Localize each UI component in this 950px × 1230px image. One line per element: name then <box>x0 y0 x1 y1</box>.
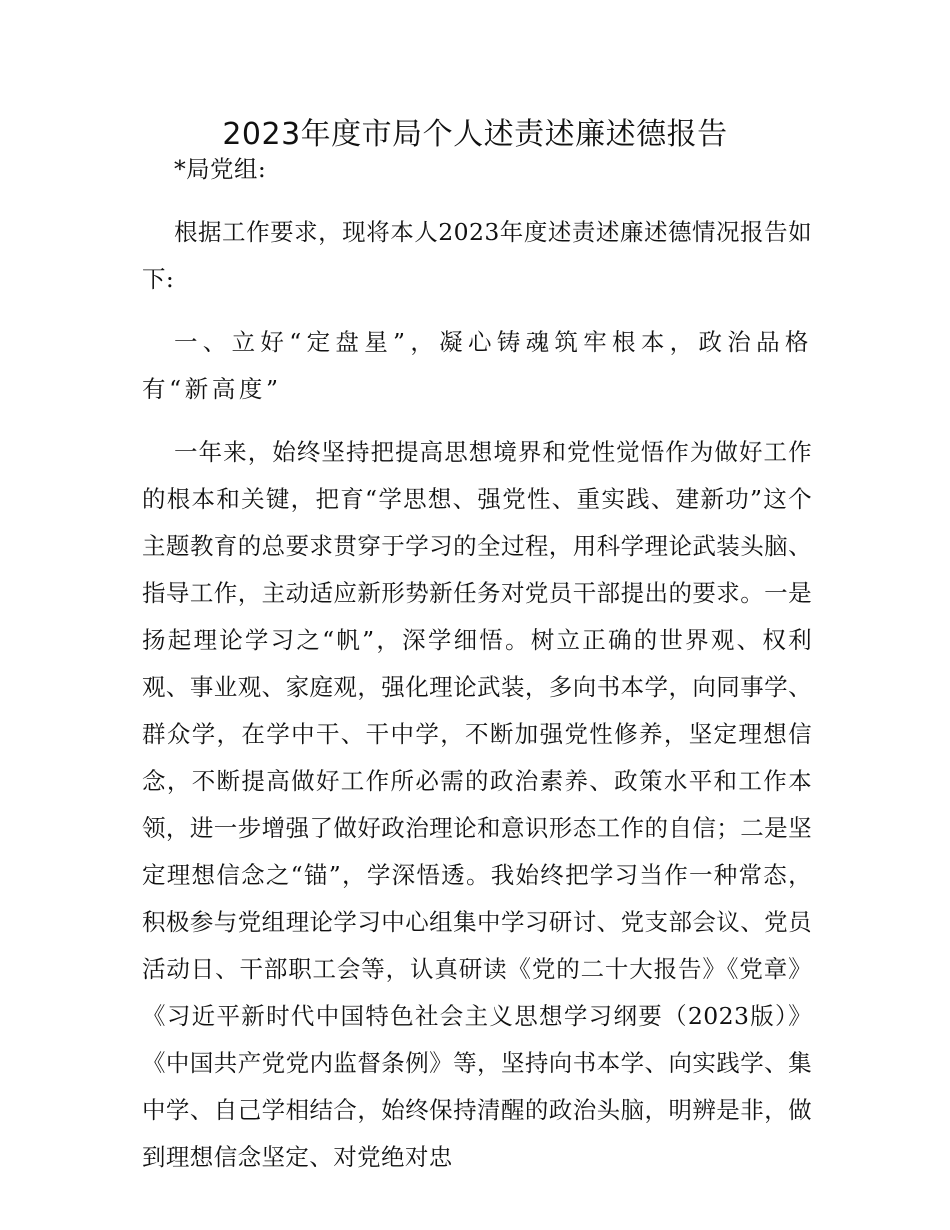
section-heading: 一、立好“定盘星”，凝心铸魂筑牢根本，政治品格有“新高度” <box>142 328 812 403</box>
intro-paragraph: 根据工作要求，现将本人2023年度述责述廉述德情况报告如下: <box>142 218 812 293</box>
addressee-line: *局党组: <box>174 155 267 183</box>
section-body-paragraph: 一年来，始终坚持把提高思想境界和党性觉悟作为做好工作的根本和关键，把育“学思想、强党性、重实践、建新功”这个主题教育的总要求贯穿于学习的全过程，用科学理论武装头脑、指导工作，主动适应新形势新任务对党员干部提出的要求。一是扬起理论学习之“帆”，深学细悟。树立正确的世界观、权利观、事业观、家庭观，强化理论武装，多向书本学，向同事学、群众学，在学中干、干中学，不断加强党性修养，坚定理想信念，不断提高做好工作所必需的政治素养、政策水平和工作本领，进一步增强了做好政治理论和意识形态工作的自信；二是坚定理想信念之“锚”，学深悟透。我始终把学习当作一种常态，积极参与党组理论学习中心组集中学习研讨、党支部会议、党员活动日、干部职工会等，认真研读《党的二十大报告》《党章》《习近平新时代中国特色社会主义思想学习纲要（2023版）》《中国共产党党内监督条例》等，坚持向书本学、向实践学、集中学、自己学相结合，始终保持清醒的政治头脑，明辨是非，做到理想信念坚定、对党绝对忠 <box>142 438 812 1171</box>
document-body <box>142 146 812 1197</box>
document-title: 2023年度市局个人述责述廉述德报告 <box>222 117 728 152</box>
